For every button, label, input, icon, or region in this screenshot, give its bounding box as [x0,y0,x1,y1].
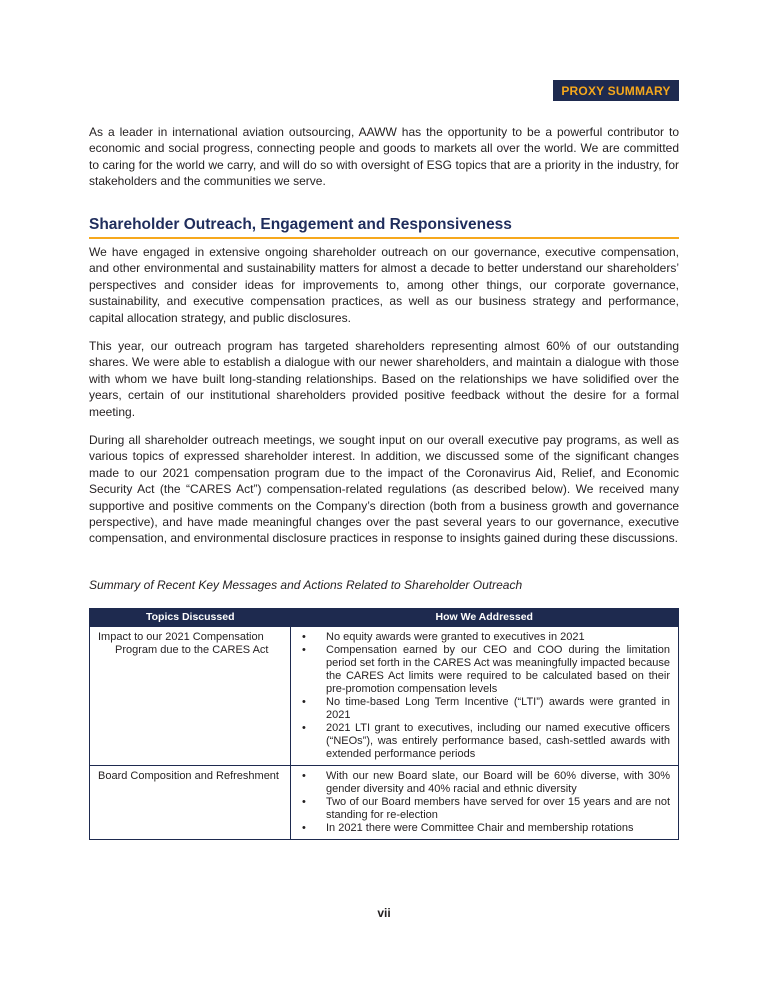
actions-cell [291,627,679,766]
topic-text: Impact to our 2021 Compensation Program due to the CARES Act [98,631,269,656]
bullet-icon: • [302,822,306,834]
topic-cell [90,766,291,840]
column-header-topics: Topics Discussed [90,609,291,627]
table-caption: Summary of Recent Key Messages and Actions Related to Shareholder Outreach [89,578,523,592]
action-text: Compensation earned by our CEO and COO during the limitation period set forth in the CARES Act was meaningfully impacted because the CARES Act limits were required to be calculated based on their pre-promotion compensation levels [326,644,670,695]
action-text: No equity awards were granted to executives in 2021 [326,631,585,643]
bullet-icon: • [302,796,306,808]
outreach-summary-table [89,608,679,840]
actions-cell [291,766,679,840]
list-item [299,722,670,761]
list-item [299,696,670,722]
section-badge: PROXY SUMMARY [553,80,679,101]
action-list [299,770,670,835]
topic-cell [90,627,291,766]
action-text: 2021 LTI grant to executives, including our named executive officers (“NEOs”), was entirely performance based, cash-settled awards with extended performance periods [326,722,670,760]
body-paragraph-3: During all shareholder outreach meetings, we sought input on our overall executive pay programs, as well as various topics of expressed shareholder interest. In addition, we discussed some of the significant changes made to our 2021 compensation program due to the impact of the Coronavirus Aid, Relief, and Economic Security Act (the “CARES Act”) compensation-related regulations (as described below). We received many supportive and positive comments on the Company’s direction (both from a business growth and governance perspective), and have made meaningful changes over the past several years to our governance, executive compensation, and environmental disclosure practices in response to insights gained during these discussions. [89,433,679,546]
column-header-how-addressed: How We Addressed [291,609,679,627]
bullet-icon: • [302,644,306,656]
list-item [299,796,670,822]
action-text: In 2021 there were Committee Chair and membership rotations [326,822,634,834]
table-row [90,627,679,766]
table-header-row [90,609,679,627]
action-text: No time-based Long Term Incentive (“LTI”) awards were granted in 2021 [326,696,670,721]
topic-text: Board Composition and Refreshment [98,770,279,782]
body-paragraph-2: This year, our outreach program has targeted shareholders representing almost 60% of our outstanding shares. We were able to establish a dialogue with our newer shareholders, and maintain a dialogue with those with whom we have built long-standing relationships. Based on the relationships we have solidified over the years, certain of our institutional shareholders provided positive feedback without the desire for a formal meeting. [89,339,679,419]
intro-paragraph: As a leader in international aviation outsourcing, AAWW has the opportunity to be a powerful contributor to economic and social progress, connecting people and goods to markets all over the world. We are committed to caring for the world we carry, and will do so with oversight of ESG topics that are a priority in the industry, for stakeholders and the communities we serve. [89,125,679,189]
page-number: vii [377,906,391,920]
list-item [299,644,670,696]
body-paragraph-1: We have engaged in extensive ongoing shareholder outreach on our governance, executive compensation, and other environmental and sustainability matters for almost a decade to better understand our shareholders’ perspectives and consider ideas for improvements to, among other things, our corporate governance, sustainability, and executive compensation practices, as well as our business strategy and performance, capital allocation strategy, and public disclosures. [89,245,679,325]
bullet-icon: • [302,722,306,734]
bullet-icon: • [302,696,306,708]
section-heading: Shareholder Outreach, Engagement and Responsiveness [89,216,679,239]
list-item [299,770,670,796]
list-item [299,631,670,644]
action-text: Two of our Board members have served for over 15 years and are not standing for re-election [326,796,670,821]
bullet-icon: • [302,631,306,643]
table-row [90,766,679,840]
action-list [299,631,670,761]
action-text: With our new Board slate, our Board will be 60% diverse, with 30% gender diversity and 40% racial and ethnic diversity [326,770,670,795]
list-item [299,822,670,835]
bullet-icon: • [302,770,306,782]
